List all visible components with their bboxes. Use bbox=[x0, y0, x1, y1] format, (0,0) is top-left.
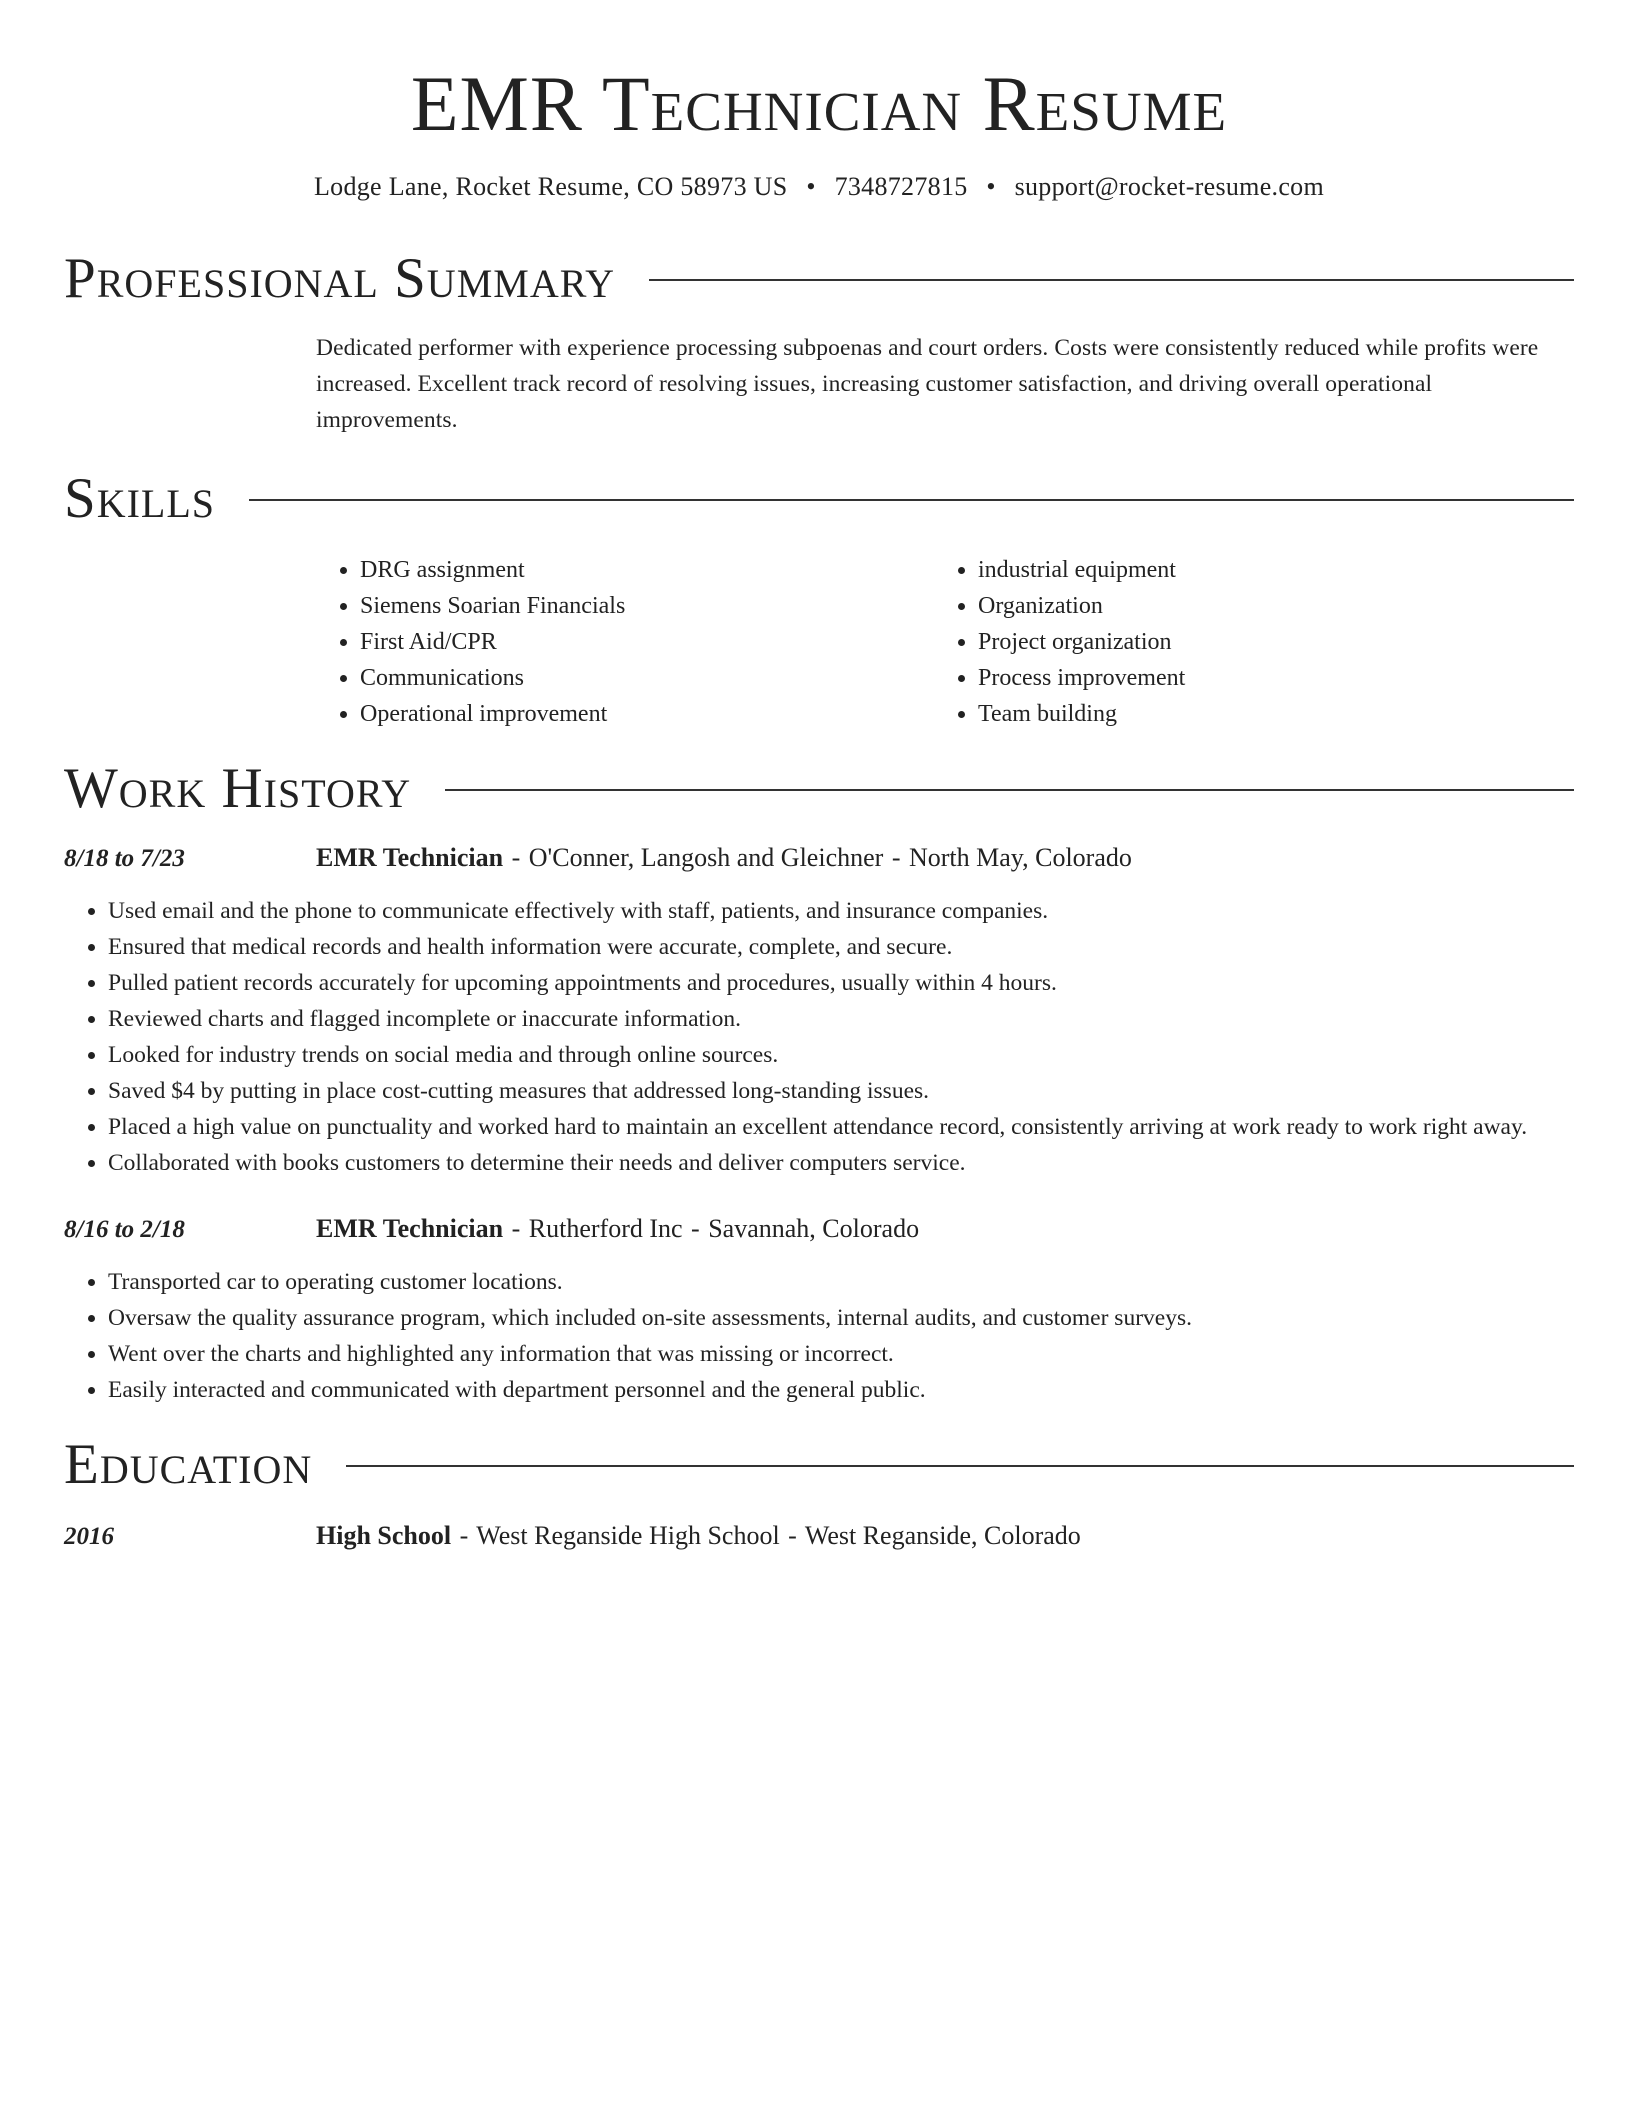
work-entry bbox=[64, 840, 1574, 1181]
section-divider bbox=[445, 789, 1574, 791]
contact-email: support@rocket-resume.com bbox=[1014, 172, 1325, 201]
resume-title: EMR Technician Resume bbox=[410, 60, 1228, 147]
work-bullet: • Used email and the phone to communicate effectively with staff, patients, and insurance companies. bbox=[108, 893, 1574, 929]
contact-separator: • bbox=[806, 172, 816, 201]
work-bullet: • Looked for industry trends on social media and through online sources. bbox=[108, 1037, 1574, 1073]
work-heading-line bbox=[316, 840, 1132, 876]
education-year: 2016 bbox=[64, 1523, 114, 1550]
job-title: EMR Technician bbox=[316, 1214, 504, 1243]
contact-phone: 7348727815 bbox=[834, 172, 968, 201]
education-heading: Education bbox=[64, 1433, 313, 1496]
skill-item: • Operational improvement bbox=[360, 696, 934, 732]
work-bullet: • Oversaw the quality assurance program, which included on-site assessments, internal audits, and customer surveys. bbox=[108, 1300, 1574, 1336]
work-heading: Work History bbox=[64, 757, 412, 820]
school-location: West Reganside, Colorado bbox=[804, 1521, 1081, 1550]
section-divider bbox=[346, 1465, 1574, 1467]
education-entry bbox=[64, 1518, 1574, 1555]
education-entry-header bbox=[64, 1518, 1574, 1555]
skill-item: • Process improvement bbox=[978, 660, 1552, 696]
job-location: North May, Colorado bbox=[908, 843, 1132, 872]
work-bullet: • Ensured that medical records and health information were accurate, complete, and secure. bbox=[108, 929, 1574, 965]
skill-item: • Project organization bbox=[978, 624, 1552, 660]
work-bullet: • Saved $4 by putting in place cost-cutting measures that addressed long-standing issues. bbox=[108, 1073, 1574, 1109]
summary-text: Dedicated performer with experience processing subpoenas and court orders. Costs were consistently reduced while profits were increased. Excellent track record of resolving issues, increasing customer satisfaction, and driving overall operational improvements. bbox=[316, 335, 1539, 433]
skills-column-left bbox=[316, 552, 934, 732]
dash-separator: - bbox=[459, 1521, 469, 1550]
skills-heading: Skills bbox=[64, 467, 216, 530]
education-section-header bbox=[64, 1434, 1574, 1496]
work-bullet: • Went over the charts and highlighted any information that was missing or incorrect. bbox=[108, 1336, 1574, 1372]
company-name: O'Conner, Langosh and Gleichner bbox=[528, 843, 884, 872]
skill-item: • Siemens Soarian Financials bbox=[360, 588, 934, 624]
skills-column-right bbox=[934, 552, 1552, 732]
skill-item: • Team building bbox=[978, 696, 1552, 732]
job-location: Savannah, Colorado bbox=[708, 1214, 920, 1243]
company-name: Rutherford Inc bbox=[528, 1214, 683, 1243]
section-divider bbox=[649, 279, 1574, 281]
contact-line bbox=[64, 170, 1574, 204]
degree-name: High School bbox=[316, 1521, 452, 1550]
school-name: West Reganside High School bbox=[476, 1521, 780, 1550]
dash-separator: - bbox=[691, 1214, 700, 1243]
skill-item: • First Aid/CPR bbox=[360, 624, 934, 660]
work-section-header bbox=[64, 758, 1574, 820]
skills-list bbox=[316, 552, 1574, 732]
work-bullets bbox=[64, 893, 1574, 1181]
work-bullet: • Placed a high value on punctuality and worked hard to maintain an excellent attendance record, consistently arriving at work ready to work right away. bbox=[108, 1109, 1574, 1145]
work-heading-line bbox=[316, 1211, 919, 1247]
contact-address: Lodge Lane, Rocket Resume, CO 58973 US bbox=[313, 172, 788, 201]
skill-item: • Organization bbox=[978, 588, 1552, 624]
work-entry-header bbox=[64, 1211, 1574, 1248]
summary-heading: Professional Summary bbox=[64, 247, 616, 310]
work-bullet: • Transported car to operating customer locations. bbox=[108, 1264, 1574, 1300]
skill-item: • DRG assignment bbox=[360, 552, 934, 588]
dash-separator: - bbox=[788, 1521, 797, 1550]
skills-section-header bbox=[64, 468, 1574, 530]
section-divider bbox=[249, 499, 1574, 501]
work-entry-header bbox=[64, 840, 1574, 877]
work-bullets bbox=[64, 1264, 1574, 1408]
contact-separator: • bbox=[986, 172, 996, 201]
work-bullet: • Pulled patient records accurately for upcoming appointments and procedures, usually within 4 hours. bbox=[108, 965, 1574, 1001]
skill-item: • Communications bbox=[360, 660, 934, 696]
work-entry bbox=[64, 1211, 1574, 1408]
skill-item: • industrial equipment bbox=[978, 552, 1552, 588]
dash-separator: - bbox=[511, 1214, 521, 1243]
resume-page bbox=[64, 0, 1574, 1555]
work-bullet: • Easily interacted and communicated with department personnel and the general public. bbox=[108, 1372, 1574, 1408]
work-bullet: • Collaborated with books customers to determine their needs and deliver computers service. bbox=[108, 1145, 1574, 1181]
dash-separator: - bbox=[511, 843, 521, 872]
work-dates: 8/16 to 2/18 bbox=[64, 1216, 185, 1243]
dash-separator: - bbox=[891, 843, 901, 872]
summary-section-header bbox=[64, 248, 1574, 310]
work-bullet: • Reviewed charts and flagged incomplete or inaccurate information. bbox=[108, 1001, 1574, 1037]
education-heading-line bbox=[316, 1518, 1081, 1554]
work-dates: 8/18 to 7/23 bbox=[64, 845, 185, 872]
job-title: EMR Technician bbox=[316, 843, 504, 872]
